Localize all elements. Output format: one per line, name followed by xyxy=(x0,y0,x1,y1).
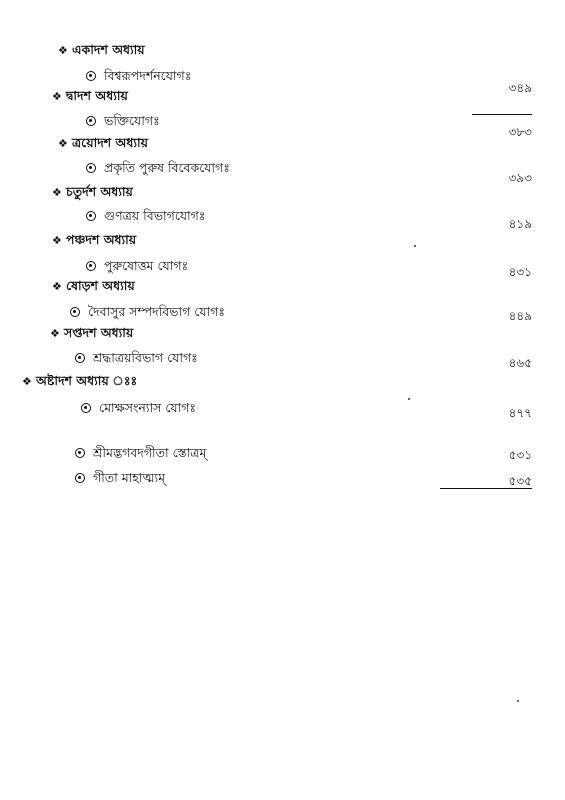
circle-bullet-icon xyxy=(75,473,85,483)
scan-speck xyxy=(517,700,519,702)
section-entry: গুণত্রয় বিভাগযোগঃ xyxy=(86,208,206,224)
diamond-bullet-icon: ❖ xyxy=(58,137,68,150)
page-number: ৩৯৩ xyxy=(508,171,532,185)
page-number: ৪১৯ xyxy=(508,217,532,231)
page-number: ৪৪৯ xyxy=(508,309,532,323)
section-entry: শ্রদ্ধাত্রয়বিভাগ যোগঃ xyxy=(75,350,198,366)
section-entry: ভক্তিযোগঃ xyxy=(86,113,160,129)
chapter-heading: ❖ দ্বাদশ অধ্যায় xyxy=(52,88,128,103)
page-number: ৪৩১ xyxy=(508,265,532,279)
diamond-bullet-icon: ❖ xyxy=(52,186,62,199)
diamond-bullet-icon: ❖ xyxy=(52,234,62,247)
diamond-bullet-icon: ❖ xyxy=(22,375,32,388)
circle-bullet-icon xyxy=(86,116,96,126)
circle-bullet-icon xyxy=(81,403,91,413)
circle-bullet-icon xyxy=(86,71,96,81)
page-number: ৪৭৭ xyxy=(508,406,532,420)
page-number: ৪৬৫ xyxy=(508,356,532,370)
diamond-bullet-icon: ❖ xyxy=(52,280,62,293)
chapter-heading: ❖ একাদশ অধ্যায় xyxy=(58,42,145,57)
scan-speck xyxy=(414,245,416,247)
circle-bullet-icon xyxy=(86,261,96,271)
circle-bullet-icon xyxy=(75,353,85,363)
divider xyxy=(440,488,532,489)
scan-speck xyxy=(408,398,410,400)
diamond-bullet-icon: ❖ xyxy=(58,44,68,57)
extra-entry: শ্রীমদ্ভগবদগীতা স্তোত্রম্ xyxy=(75,445,206,461)
divider xyxy=(472,114,532,115)
section-entry: দৈবাসুর সম্পদবিভাগ যোগঃ xyxy=(70,304,225,320)
page-number: ৩৮৩ xyxy=(508,125,532,139)
section-entry: মোক্ষসংন্যাস যোগঃ xyxy=(81,400,196,416)
circle-bullet-icon xyxy=(70,307,80,317)
page-number: ৫৩১ xyxy=(508,448,532,462)
circle-bullet-icon xyxy=(86,211,96,221)
chapter-heading: ❖ পঞ্চদশ অধ্যায় xyxy=(52,232,137,247)
chapter-heading: ❖ ত্রয়োদশ অধ্যায় xyxy=(58,135,148,150)
circle-bullet-icon xyxy=(86,163,96,173)
diamond-bullet-icon: ❖ xyxy=(52,90,62,103)
page-number: ৩৪৯ xyxy=(508,81,532,95)
chapter-heading: ❖ ষোড়শ অধ্যায় xyxy=(52,278,135,293)
circle-bullet-icon xyxy=(75,448,85,458)
diamond-bullet-icon: ❖ xyxy=(50,327,60,340)
page-number: ৫৩৫ xyxy=(508,474,532,488)
chapter-heading: ❖ সপ্তদশ অধ্যায় xyxy=(50,325,134,340)
section-entry: পুরুষোত্তম যোগঃ xyxy=(86,258,188,274)
section-entry: প্রকৃতি পুরুষ বিবেকযোগঃ xyxy=(86,160,230,176)
chapter-heading: ❖ চতুর্দশ অধ্যায় xyxy=(52,184,133,199)
extra-entry: গীতা মাহাত্ম্যম্ xyxy=(75,470,165,486)
chapter-heading: ❖ অষ্টাদশ অধ্যায় ঃঃ xyxy=(22,373,138,388)
section-entry: বিশ্বরূপদর্শনযোগঃ xyxy=(86,68,191,84)
